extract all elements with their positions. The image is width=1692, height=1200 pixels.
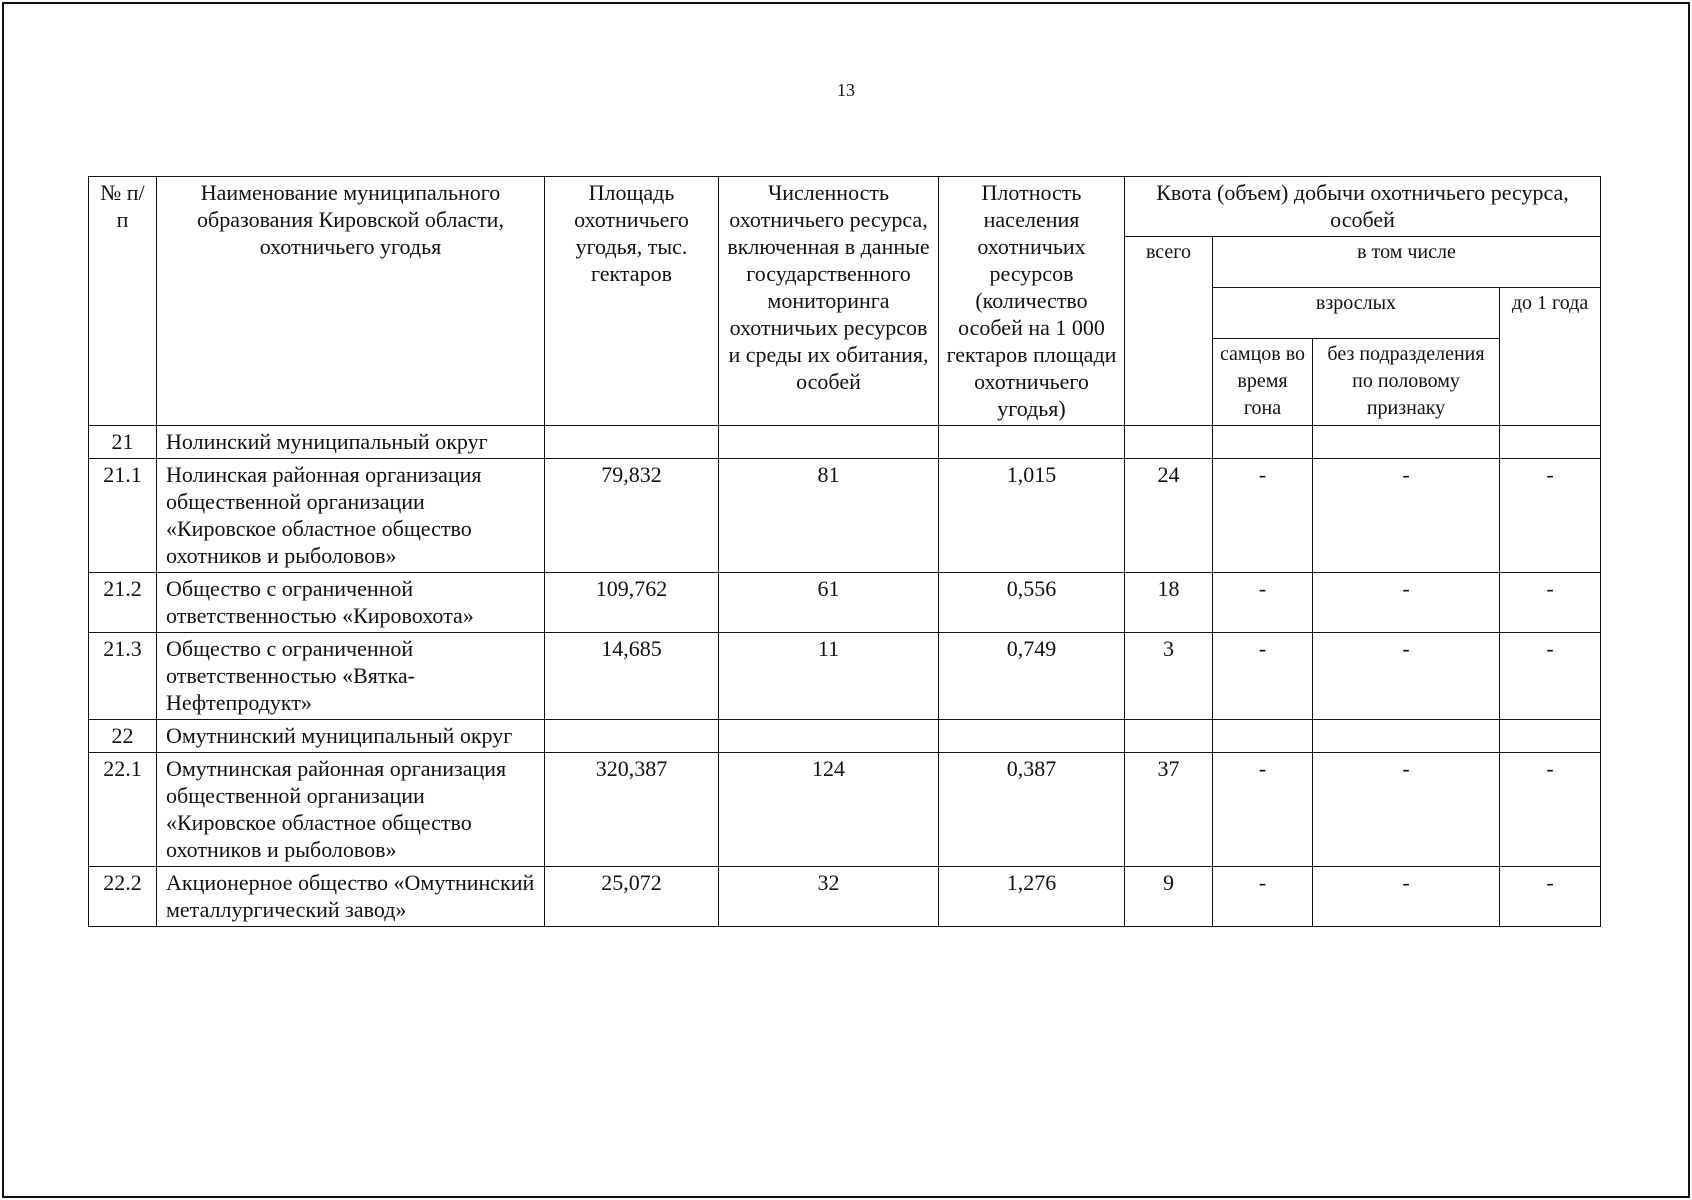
row-males: -: [1213, 459, 1313, 573]
row-area: 14,685: [545, 633, 719, 720]
row-total: 3: [1125, 633, 1213, 720]
row-nosex: -: [1313, 753, 1500, 867]
row-area: 79,832: [545, 459, 719, 573]
row-total: [1125, 426, 1213, 459]
header-adults: взрослых: [1213, 288, 1500, 339]
row-num: 21.2: [89, 573, 157, 633]
row-young: [1500, 426, 1601, 459]
row-name: Общество с ограниченной ответственностью «Вятка-Нефтепродукт»: [157, 633, 545, 720]
row-males: [1213, 426, 1313, 459]
header-including: в том числе: [1213, 237, 1601, 288]
row-nosex: -: [1313, 633, 1500, 720]
row-nosex: -: [1313, 459, 1500, 573]
row-count: [719, 720, 939, 753]
row-name: Нолинская районная организация общественной организации «Кировское областное общество охотников и рыболовов»: [157, 459, 545, 573]
table-row: [89, 633, 1601, 720]
row-males: -: [1213, 573, 1313, 633]
row-area: 109,762: [545, 573, 719, 633]
table-row: [89, 867, 1601, 927]
row-density: 0,387: [939, 753, 1125, 867]
row-density: [939, 720, 1125, 753]
hunting-quota-table: [88, 176, 1601, 927]
row-total: 18: [1125, 573, 1213, 633]
row-young: [1500, 720, 1601, 753]
row-name: Акционерное общество «Омутнинский металлургический завод»: [157, 867, 545, 927]
table-row: [89, 459, 1601, 573]
row-nosex: -: [1313, 867, 1500, 927]
page-number: 13: [837, 80, 855, 100]
row-nosex: [1313, 426, 1500, 459]
row-total: 37: [1125, 753, 1213, 867]
header-density: Плотность населения охотничьих ресурсов (количество особей на 1 000 гектаров площади охотничьего угодья): [939, 177, 1125, 426]
row-males: -: [1213, 753, 1313, 867]
row-males: -: [1213, 867, 1313, 927]
row-total: 24: [1125, 459, 1213, 573]
row-nosex: [1313, 720, 1500, 753]
row-area: [545, 426, 719, 459]
header-count: Численность охотничьего ресурса, включенная в данные государственного мониторинга охотничьих ресурсов и среды их обитания, особей: [719, 177, 939, 426]
row-count: 124: [719, 753, 939, 867]
row-young: -: [1500, 459, 1601, 573]
row-count: 61: [719, 573, 939, 633]
header-under-year: до 1 года: [1500, 288, 1601, 426]
row-count: 11: [719, 633, 939, 720]
table-row: [89, 753, 1601, 867]
row-young: -: [1500, 633, 1601, 720]
header-name: Наименование муниципального образования Кировской области, охотничьего угодья: [157, 177, 545, 426]
header-no-sex: без подразделения по половому признаку: [1313, 339, 1500, 426]
table-header: [89, 177, 1601, 426]
row-males: [1213, 720, 1313, 753]
header-total: всего: [1125, 237, 1213, 426]
row-density: 0,556: [939, 573, 1125, 633]
table-body: [89, 426, 1601, 927]
row-total: 9: [1125, 867, 1213, 927]
header-area: Площадь охотничьего угодья, тыс. гектаров: [545, 177, 719, 426]
row-count: 32: [719, 867, 939, 927]
header-num: № п/п: [89, 177, 157, 426]
row-num: 22.2: [89, 867, 157, 927]
table-row: [89, 573, 1601, 633]
header-quota: Квота (объем) добычи охотничьего ресурса, особей: [1125, 177, 1601, 237]
row-area: 320,387: [545, 753, 719, 867]
table-row: [89, 720, 1601, 753]
row-count: [719, 426, 939, 459]
row-area: 25,072: [545, 867, 719, 927]
row-count: 81: [719, 459, 939, 573]
row-density: [939, 426, 1125, 459]
row-young: -: [1500, 867, 1601, 927]
row-name: Общество с ограниченной ответственностью «Кировохота»: [157, 573, 545, 633]
row-density: 0,749: [939, 633, 1125, 720]
row-nosex: -: [1313, 573, 1500, 633]
row-name: Омутнинская районная организация общественной организации «Кировское областное общество охотников и рыболовов»: [157, 753, 545, 867]
row-young: -: [1500, 753, 1601, 867]
header-males-rut: самцов во время гона: [1213, 339, 1313, 426]
row-num: 22.1: [89, 753, 157, 867]
row-num: 21.3: [89, 633, 157, 720]
row-name: Омутнинский муниципальный округ: [157, 720, 545, 753]
row-num: 21.1: [89, 459, 157, 573]
table-row: [89, 426, 1601, 459]
row-num: 22: [89, 720, 157, 753]
row-density: 1,276: [939, 867, 1125, 927]
row-num: 21: [89, 426, 157, 459]
row-area: [545, 720, 719, 753]
row-total: [1125, 720, 1213, 753]
row-density: 1,015: [939, 459, 1125, 573]
row-young: -: [1500, 573, 1601, 633]
row-name: Нолинский муниципальный округ: [157, 426, 545, 459]
row-males: -: [1213, 633, 1313, 720]
